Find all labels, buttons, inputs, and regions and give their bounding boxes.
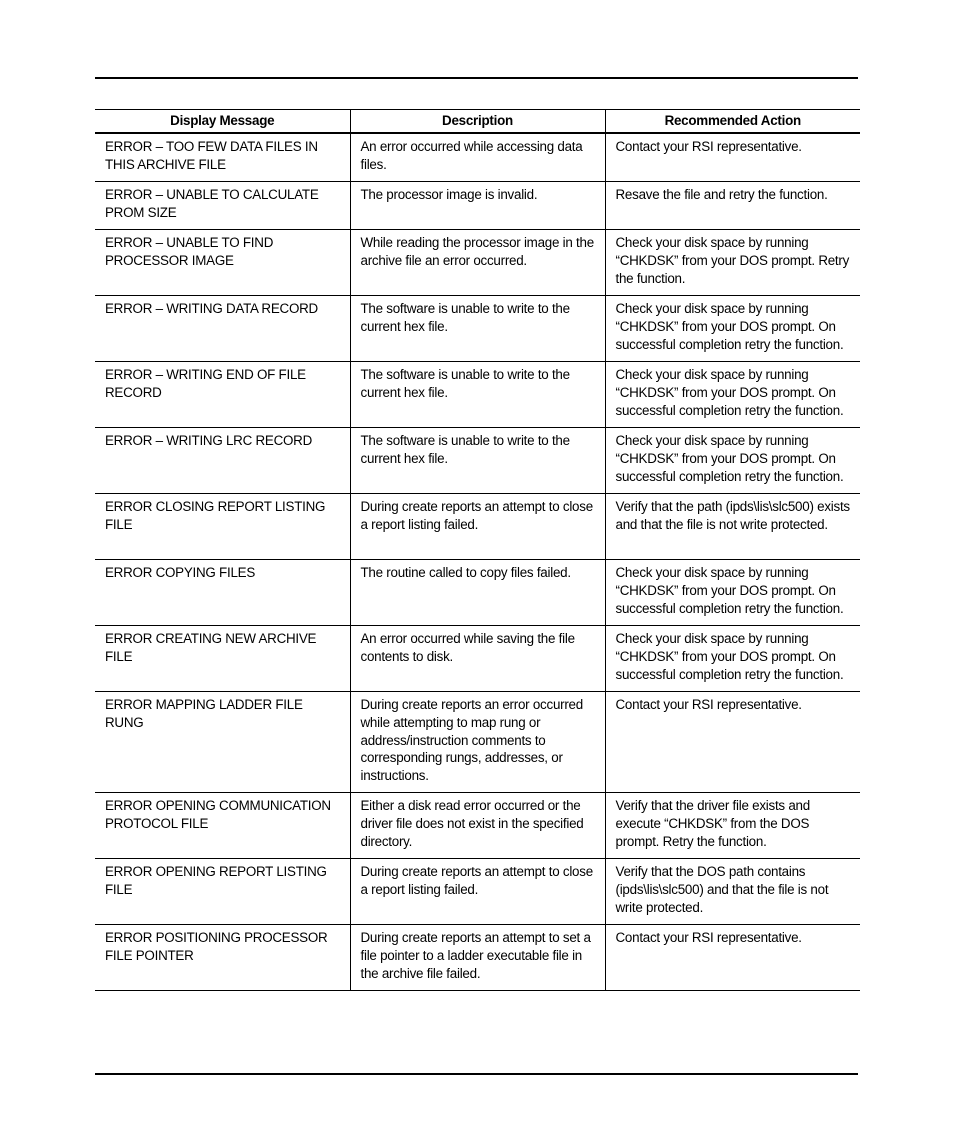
table-row (95, 133, 860, 182)
recommended-action-cell: Verify that the DOS path contains (ipds\lis\slc500) and that the file is not write protected. (605, 859, 860, 925)
description-cell: The routine called to copy files failed. (350, 560, 605, 626)
table-row (95, 793, 860, 859)
description-cell: During create reports an error occurred while attempting to map rung or address/instruction comments to corresponding rungs, addresses, or instructions. (350, 692, 605, 793)
description-cell: The software is unable to write to the current hex file. (350, 428, 605, 494)
display-message-cell: ERROR COPYING FILES (95, 560, 350, 626)
table-row (95, 626, 860, 692)
recommended-action-cell: Check your disk space by running “CHKDSK” from your DOS prompt. On successful completion retry the function. (605, 626, 860, 692)
table-row (95, 494, 860, 560)
description-cell: During create reports an attempt to set a file pointer to a ladder executable file in the archive file failed. (350, 925, 605, 991)
display-message-cell: ERROR OPENING COMMUNICATION PROTOCOL FILE (95, 793, 350, 859)
recommended-action-cell: Verify that the driver file exists and execute “CHKDSK” from the DOS prompt. Retry the function. (605, 793, 860, 859)
table-row (95, 692, 860, 793)
header-description: Description (350, 110, 605, 134)
header-display-message: Display Message (95, 110, 350, 134)
table-header (95, 110, 860, 134)
table-row (95, 925, 860, 991)
description-cell: The software is unable to write to the current hex file. (350, 362, 605, 428)
description-cell: While reading the processor image in the archive file an error occurred. (350, 230, 605, 296)
description-cell: During create reports an attempt to close a report listing failed. (350, 859, 605, 925)
recommended-action-cell: Check your disk space by running “CHKDSK” from your DOS prompt. On successful completion retry the function. (605, 296, 860, 362)
recommended-action-cell: Contact your RSI representative. (605, 925, 860, 991)
table-row (95, 859, 860, 925)
recommended-action-cell: Check your disk space by running “CHKDSK” from your DOS prompt. On successful completion retry the function. (605, 362, 860, 428)
recommended-action-cell: Contact your RSI representative. (605, 133, 860, 182)
display-message-cell: ERROR – TOO FEW DATA FILES IN THIS ARCHIVE FILE (95, 133, 350, 182)
table-row (95, 182, 860, 230)
top-rule (95, 77, 858, 79)
description-cell: An error occurred while accessing data files. (350, 133, 605, 182)
display-message-cell: ERROR – WRITING LRC RECORD (95, 428, 350, 494)
recommended-action-cell: Check your disk space by running “CHKDSK” from your DOS prompt. On successful completion retry the function. (605, 560, 860, 626)
recommended-action-cell: Check your disk space by running “CHKDSK” from your DOS prompt. Retry the function. (605, 230, 860, 296)
recommended-action-cell: Verify that the path (ipds\lis\slc500) exists and that the file is not write protected. (605, 494, 860, 560)
description-cell: An error occurred while saving the file contents to disk. (350, 626, 605, 692)
display-message-cell: ERROR CREATING NEW ARCHIVE FILE (95, 626, 350, 692)
table-row (95, 362, 860, 428)
display-message-cell: ERROR – UNABLE TO CALCULATE PROM SIZE (95, 182, 350, 230)
recommended-action-cell: Resave the file and retry the function. (605, 182, 860, 230)
description-cell: During create reports an attempt to close a report listing failed. (350, 494, 605, 560)
description-cell: The software is unable to write to the current hex file. (350, 296, 605, 362)
header-row (95, 110, 860, 134)
table-row (95, 230, 860, 296)
display-message-cell: ERROR – WRITING DATA RECORD (95, 296, 350, 362)
display-message-cell: ERROR POSITIONING PROCESSOR FILE POINTER (95, 925, 350, 991)
table-row (95, 560, 860, 626)
table-row (95, 428, 860, 494)
table-row (95, 296, 860, 362)
display-message-cell: ERROR OPENING REPORT LISTING FILE (95, 859, 350, 925)
bottom-rule (95, 1073, 858, 1075)
error-message-table (95, 109, 860, 991)
display-message-cell: ERROR CLOSING REPORT LISTING FILE (95, 494, 350, 560)
recommended-action-cell: Contact your RSI representative. (605, 692, 860, 793)
header-recommended-action: Recommended Action (605, 110, 860, 134)
table-body (95, 133, 860, 991)
description-cell: The processor image is invalid. (350, 182, 605, 230)
display-message-cell: ERROR – UNABLE TO FIND PROCESSOR IMAGE (95, 230, 350, 296)
display-message-cell: ERROR MAPPING LADDER FILE RUNG (95, 692, 350, 793)
display-message-cell: ERROR – WRITING END OF FILE RECORD (95, 362, 350, 428)
description-cell: Either a disk read error occurred or the driver file does not exist in the specified directory. (350, 793, 605, 859)
recommended-action-cell: Check your disk space by running “CHKDSK” from your DOS prompt. On successful completion retry the function. (605, 428, 860, 494)
